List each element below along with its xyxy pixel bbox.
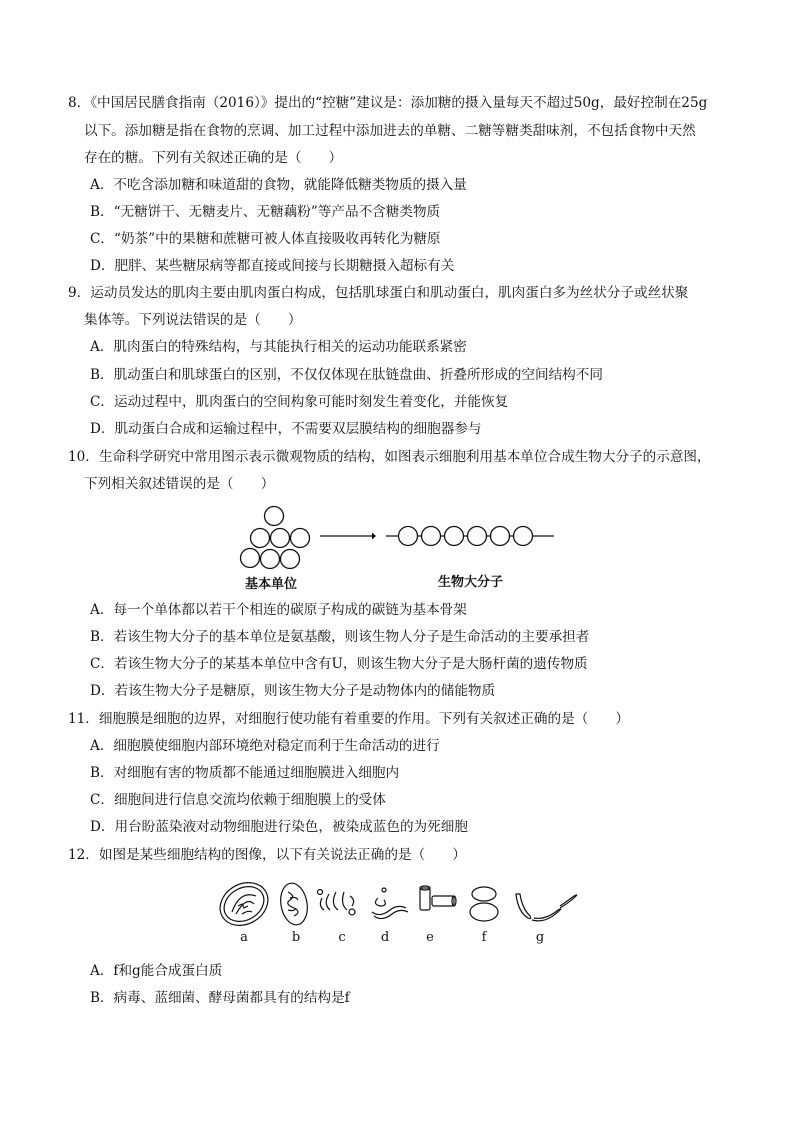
q10-option-a: A．每一个单体都以若干个相连的碳原子构成的碳链为基本骨架	[90, 602, 467, 618]
q9-option-b: B．肌动蛋白和肌球蛋白的区别，不仅仅体现在肽链盘曲、折叠所形成的空间结构不同	[90, 367, 603, 383]
monomer-label: 基本单位	[245, 577, 298, 592]
monomer-circle	[281, 550, 300, 569]
q8-option-c: C．“奶茶”中的果糖和蔗糖可被人体直接吸收再转化为糖原	[90, 231, 441, 247]
structure-label-a: a	[240, 930, 248, 945]
monomer-circle	[261, 550, 280, 569]
structure-label-b: b	[291, 930, 301, 945]
structure-label-e: e	[426, 930, 434, 945]
macromolecule-label: 生物大分子	[438, 575, 504, 590]
q11-option-d: D．用台盼蓝染液对动物细胞进行染色，被染成蓝色的为死细胞	[90, 819, 468, 835]
structure-b-mitochondrion	[278, 881, 311, 927]
q10-option-d: D．若该生物大分子是糖原，则该生物大分子是动物体内的储能物质	[90, 683, 496, 699]
q12-stem-line-1: 12．如图是某些细胞结构的图像，以下有关说法正确的是（ ）	[68, 847, 466, 863]
q10-stem-line-2: 下列相关叙述错误的是（ ）	[84, 476, 275, 492]
structure-label-d: d	[380, 930, 390, 945]
q12-option-b: B．病毒、蓝细菌、酵母菌都具有的结构是f	[90, 990, 350, 1006]
q9-stem-line-1: 9．运动员发达的肌肉主要由肌肉蛋白构成，包括肌球蛋白和肌动蛋白，肌肉蛋白多为丝状分子或丝状聚	[68, 285, 689, 301]
q8-option-a: A．不吃含添加糖和味道甜的食物，就能降低糖类物质的摄入量	[90, 177, 467, 193]
q11-option-c: C．细胞间进行信息交流均依赖于细胞膜上的受体	[90, 792, 386, 808]
monomer-circle	[265, 507, 284, 526]
structure-e-centrosome	[420, 886, 456, 910]
structure-a-chloroplast	[212, 876, 275, 934]
q10-option-c: C．若该生物大分子的某基本单位中含有U，则该生物大分子是大肠杆菌的遗传物质	[90, 656, 588, 672]
monomer-circle	[271, 529, 290, 548]
q9-option-d: D．肌动蛋白合成和运输过程中，不需要双层膜结构的细胞器参与	[90, 421, 482, 437]
q8-stem-line-3: 存在的糖。下列有关叙述正确的是（ ）	[84, 150, 343, 166]
q8-option-d: D．肥胖、某些糖尿病等都直接或间接与长期糖摄入超标有关	[90, 258, 455, 274]
arrow-head	[372, 533, 376, 540]
q9-stem-line-2: 集体等。下列说法错误的是（ ）	[84, 312, 302, 328]
monomer-circle	[241, 549, 260, 568]
structure-label-f: f	[481, 930, 487, 945]
monomer-circle	[291, 529, 310, 548]
q10-stem-line-1: 10．生命科学研究中常用图示表示微观物质的结构，如图表示细胞利用基本单位合成生物大分子的示意图，	[68, 449, 711, 465]
structure-g	[516, 894, 577, 921]
q11-stem-line-1: 11．细胞膜是细胞的边界，对细胞行使功能有着重要的作用。下列有关叙述正确的是（ ）	[68, 711, 630, 727]
structure-d-er	[372, 888, 408, 919]
structure-c-golgi	[318, 890, 356, 916]
q11-option-a: A．细胞膜使细胞内部环境绝对稳定而利于生命活动的进行	[90, 738, 440, 754]
q11-option-b: B．对细胞有害的物质都不能通过细胞膜进入细胞内	[90, 765, 400, 781]
structure-f-ribosome	[470, 887, 498, 921]
q12-option-a: A．f和g能合成蛋白质	[90, 963, 223, 979]
q9-option-a: A．肌肉蛋白的特殊结构，与其能执行相关的运动功能联系紧密	[90, 339, 467, 355]
q9-option-c: C．运动过程中，肌肉蛋白的空间构象可能时刻发生着变化，并能恢复	[90, 394, 509, 410]
monomer-polymer-diagram	[230, 502, 560, 574]
structure-label-g: g	[535, 930, 545, 945]
q8-stem-line-2: 以下。添加糖是指在食物的烹调、加工过程中添加进去的单糖、二糖等糖类甜味剂，不包括食物中天然	[84, 123, 696, 139]
q8-stem-line-1: 8．《中国居民膳食指南（2016）》提出的“控糖”建议是：添加糖的摄入量每天不超过50g，最好控制在25g	[68, 95, 708, 111]
monomer-circle	[251, 529, 270, 548]
polymer-chain	[386, 527, 554, 546]
q10-option-b: B．若该生物大分子的基本单位是氨基酸，则该生物人分子是生命活动的主要承担者	[90, 629, 590, 645]
cell-structures-diagram	[212, 876, 592, 934]
q8-option-b: B．“无糖饼干、无糖麦片、无糖藕粉”等产品不含糖类物质	[90, 204, 441, 220]
structure-label-c: c	[338, 930, 346, 945]
